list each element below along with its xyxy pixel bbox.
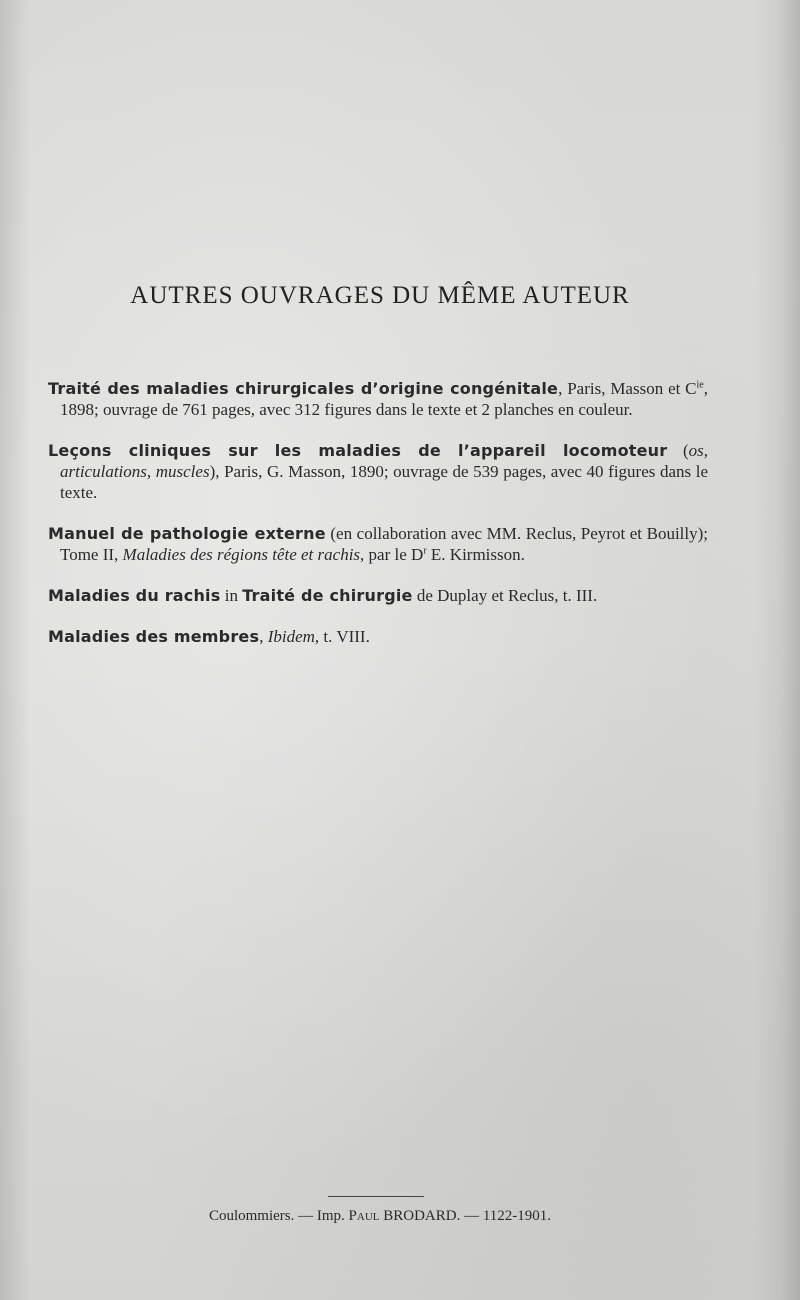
- work-superscript: ie: [696, 379, 704, 391]
- work-superscript: r: [423, 545, 427, 557]
- work-details: de Duplay et Reclus, t. III.: [412, 586, 598, 605]
- page-heading: AUTRES OUVRAGES DU MÊME AUTEUR: [130, 282, 630, 309]
- work-entry-membres: [48, 626, 708, 647]
- work-title: Maladies des membres: [48, 627, 260, 646]
- work-entry-traite: [48, 378, 708, 420]
- work-italic: Ibidem: [267, 627, 315, 646]
- imprint-printer-name: Paul: [348, 1208, 380, 1224]
- work-details: , par le D: [360, 545, 424, 564]
- work-details: ,: [259, 627, 268, 646]
- imprint-divider: [328, 1196, 424, 1197]
- work-details: , t. VIII.: [314, 627, 370, 646]
- printer-imprint: [0, 1208, 760, 1225]
- work-details: in: [220, 586, 243, 605]
- work-details: ), Paris, G. Masson, 1890; ouvrage de 539 pages, avec 40 figures dans le texte.: [60, 462, 708, 502]
- work-title: Leçons cliniques sur les maladies de l’appareil locomoteur: [48, 441, 668, 460]
- page-edge-shadow-right: [754, 0, 800, 1300]
- imprint-text: Coulommiers. — Imp.: [208, 1208, 349, 1224]
- work-details: , 1898; ouvrage de 761 pages, avec 312 figures dans le texte et 2 planches en couleur.: [60, 379, 708, 419]
- work-title: Maladies du rachis: [48, 586, 221, 605]
- work-italic: os, articulations, muscles: [60, 441, 708, 481]
- work-title: Manuel de pathologie externe: [48, 524, 326, 543]
- work-details: (en collaboration avec MM. Reclus, Peyrot et Bouilly); Tome II,: [60, 524, 708, 564]
- imprint-text: BRODARD. — 1122-1901.: [379, 1208, 552, 1224]
- work-title-secondary: Traité de chirurgie: [242, 586, 413, 605]
- work-details: (: [667, 441, 689, 460]
- page-edge-shadow-left: [0, 0, 30, 1300]
- work-entry-lecons: [48, 440, 708, 503]
- work-details: , Paris, Masson et C: [558, 379, 697, 398]
- work-title: Traité des maladies chirurgicales d’origine congénitale: [48, 379, 559, 398]
- work-details: E. Kirmisson.: [426, 545, 525, 564]
- work-entry-rachis: [48, 585, 708, 606]
- work-italic: Maladies des régions tête et rachis: [122, 545, 361, 564]
- work-entry-manuel: [48, 523, 708, 565]
- works-list: [48, 378, 708, 667]
